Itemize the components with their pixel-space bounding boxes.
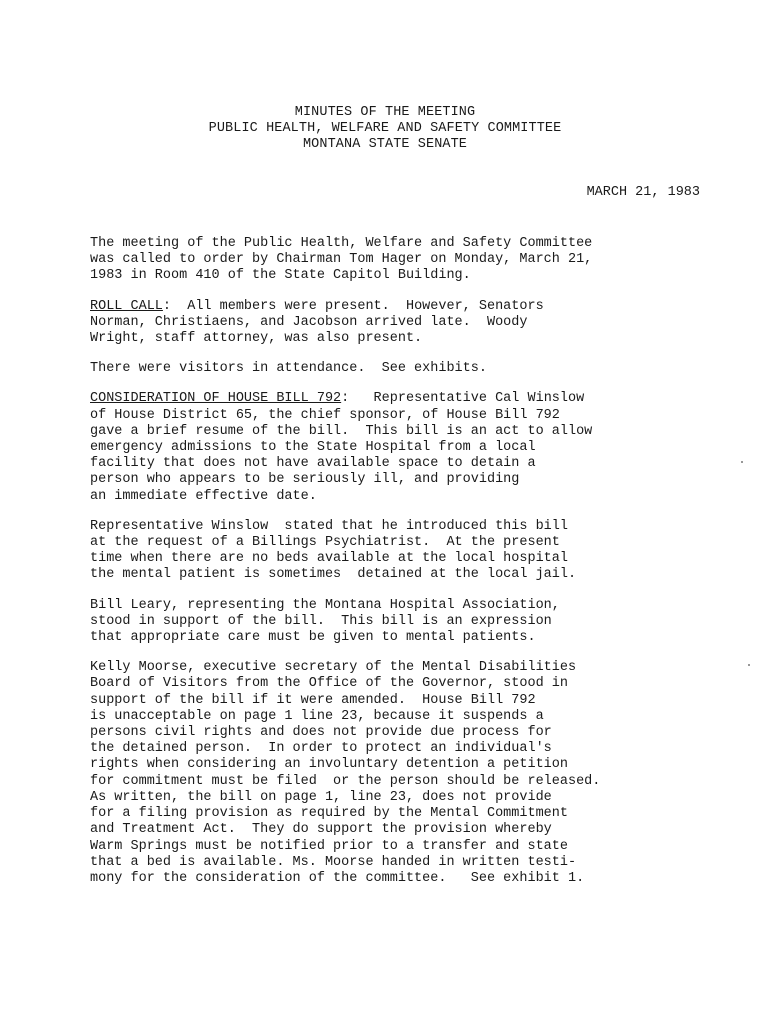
document-header <box>0 105 770 153</box>
text-line: that appropriate care must be given to mental patients. <box>90 630 536 646</box>
text-line: for a filing provision as required by the Mental Commitment <box>90 806 568 822</box>
text-line: and Treatment Act. They do support the provision whereby <box>90 822 552 838</box>
scan-speck <box>741 461 743 463</box>
header-title: MINUTES OF THE MEETING <box>294 105 476 120</box>
text-line: is unacceptable on page 1 line 23, because it suspends a <box>90 708 544 724</box>
consideration-paragraph <box>90 391 710 504</box>
text-line: There were visitors in attendance. See exhibits. <box>90 361 487 377</box>
consideration-heading: CONSIDERATION OF HOUSE BILL 792 <box>90 391 342 407</box>
text-line: persons civil rights and does not provide due process for <box>90 725 552 741</box>
text-line: Warm Springs must be notified prior to a transfer and state <box>90 838 568 854</box>
text-line: The meeting of the Public Health, Welfare and Safety Committee <box>90 236 593 251</box>
text-line: an immediate effective date. <box>90 488 317 504</box>
text-line: Representative Winslow stated that he introduced this bill <box>90 518 568 534</box>
text-line: emergency admissions to the State Hospital from a local <box>90 440 536 456</box>
text-line: the mental patient is sometimes detained at the local jail. <box>90 567 577 583</box>
meeting-date: MARCH 21, 1983 <box>586 185 700 200</box>
text-line: 1983 in Room 410 of the State Capitol Building. <box>90 268 471 284</box>
text-line: Kelly Moorse, executive secretary of the Mental Disabilities <box>90 660 577 676</box>
intro-paragraph <box>90 236 710 285</box>
leary-paragraph <box>90 598 710 647</box>
text-line: time when there are no beds available at the local hospital <box>90 551 568 567</box>
text-line <box>90 391 710 407</box>
text-line: Wright, staff attorney, was also present. <box>90 331 423 347</box>
text-line: rights when considering an involuntary detention a petition <box>90 757 568 773</box>
scan-speck <box>748 664 750 666</box>
text-line: that a bed is available. Ms. Moorse handed in written testi- <box>90 854 577 870</box>
text-line <box>90 299 710 315</box>
text-line: Norman, Christiaens, and Jacobson arrived late. Woody <box>90 314 528 330</box>
text-line: As written, the bill on page 1, line 23, does not provide <box>90 789 552 805</box>
text-line: gave a brief resume of the bill. This bill is an act to allow <box>90 423 593 439</box>
winslow-paragraph <box>90 519 710 584</box>
header-committee: PUBLIC HEALTH, WELFARE AND SAFETY COMMITTEE <box>208 121 562 136</box>
roll-call-paragraph <box>90 299 710 348</box>
text-line: Bill Leary, representing the Montana Hospital Association, <box>90 597 560 613</box>
roll-call-heading: ROLL CALL <box>90 298 163 314</box>
header-senate: MONTANA STATE SENATE <box>302 137 468 152</box>
text-line: support of the bill if it were amended. House Bill 792 <box>90 692 536 708</box>
roll-call-text: : All members were present. However, Senators <box>162 298 544 314</box>
text-line: the detained person. In order to protect an individual's <box>90 741 552 757</box>
text-line: was called to order by Chairman Tom Hager on Monday, March 21, <box>90 252 593 268</box>
moorse-paragraph <box>90 660 710 887</box>
text-line: person who appears to be seriously ill, and providing <box>90 472 520 488</box>
text-line: mony for the consideration of the committee. See exhibit 1. <box>90 870 585 886</box>
text-line: of House District 65, the chief sponsor, of House Bill 792 <box>90 407 560 423</box>
text-line: facility that does not have available space to detain a <box>90 456 536 472</box>
text-line: for commitment must be filed or the person should be released. <box>90 773 601 789</box>
text-line: Board of Visitors from the Office of the Governor, stood in <box>90 676 568 692</box>
consideration-text: : Representative Cal Winslow <box>341 391 585 407</box>
document-body <box>90 236 710 901</box>
text-line: stood in support of the bill. This bill is an expression <box>90 613 552 629</box>
text-line: at the request of a Billings Psychiatrist. At the present <box>90 535 560 551</box>
visitors-paragraph <box>90 361 710 377</box>
